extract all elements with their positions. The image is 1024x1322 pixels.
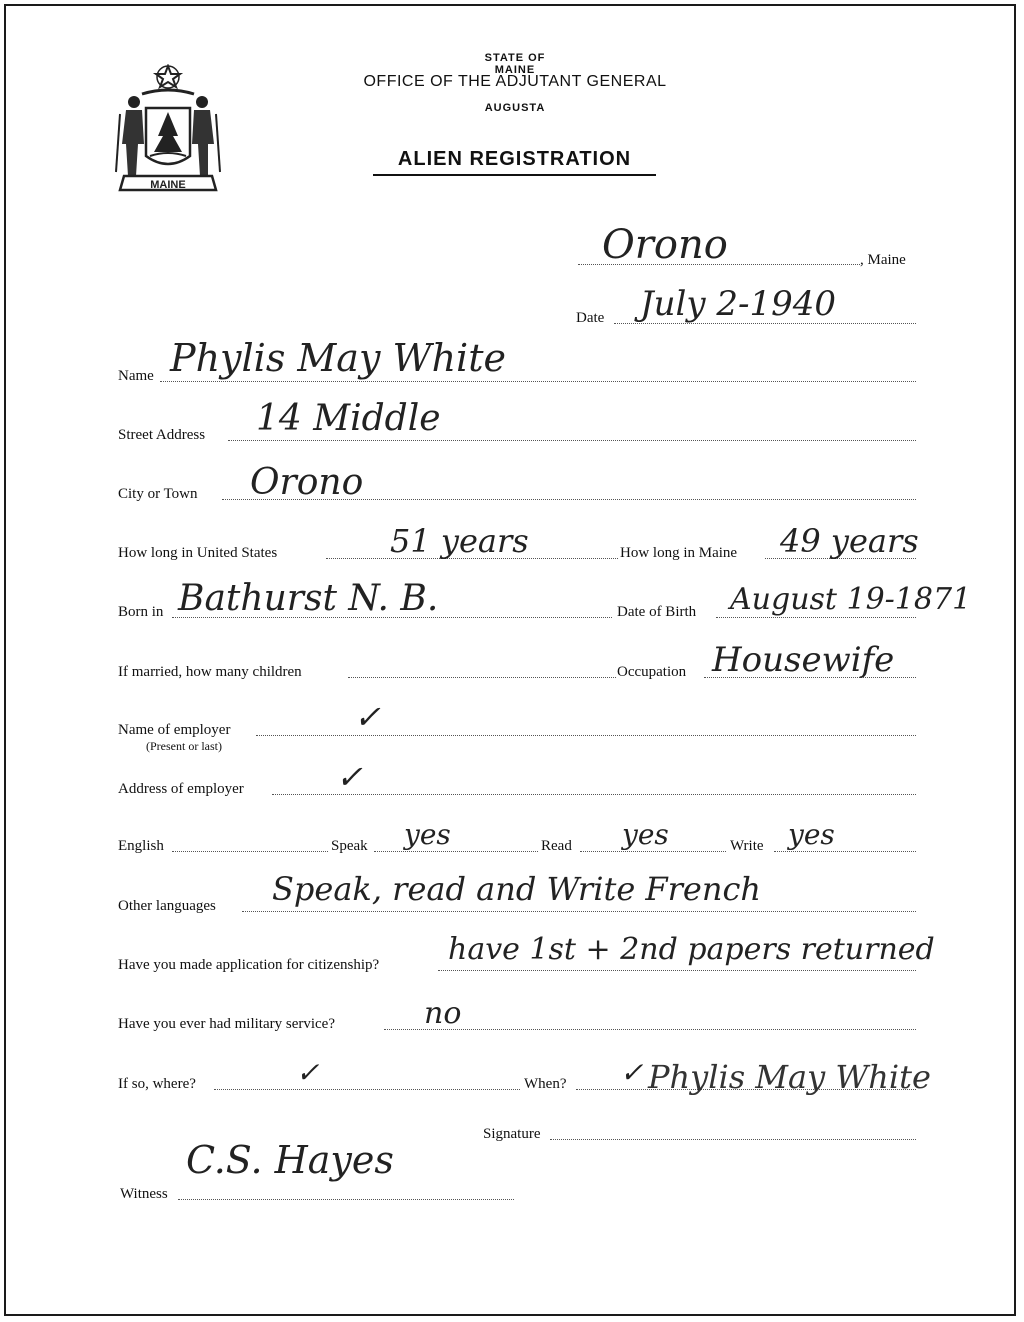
occupation-label: Occupation — [617, 664, 687, 680]
read-line — [580, 851, 726, 852]
read-label: Read — [541, 838, 572, 854]
when-label: When? — [524, 1076, 567, 1092]
maine-duration-label: How long in Maine — [620, 545, 738, 561]
born-in-label: Born in — [118, 604, 164, 620]
children-label: If married, how many children — [118, 664, 302, 680]
english-label: English — [118, 838, 164, 854]
write-value: yes — [788, 818, 835, 851]
header-state: STATE OF MAINE — [484, 52, 546, 76]
citizenship-line — [438, 970, 916, 971]
speak-line — [374, 851, 538, 852]
occupation-value: Housewife — [712, 640, 895, 680]
street-address-label: Street Address — [118, 427, 206, 443]
other-languages-value: Speak, read and Write French — [272, 870, 761, 908]
write-line — [774, 851, 916, 852]
signature-value: Phylis May White — [648, 1058, 931, 1096]
form-title: ALIEN REGISTRATION — [373, 148, 656, 176]
header-office: OFFICE OF THE ADJUTANT GENERAL — [363, 73, 667, 90]
date-value: July 2-1940 — [640, 284, 837, 324]
us-duration-label: How long in United States — [118, 545, 278, 561]
signature-label: Signature — [483, 1126, 541, 1142]
employer-name-sublabel: (Present or last) — [146, 739, 222, 753]
city-value: Orono — [250, 462, 364, 503]
signature-line — [550, 1139, 916, 1140]
military-value: no — [424, 996, 462, 1031]
employer-name-label: Name of employer — [118, 722, 231, 738]
header-city: AUGUSTA — [484, 102, 546, 114]
date-label: Date — [576, 310, 605, 326]
military-label: Have you ever had military service? — [118, 1016, 335, 1032]
city-label: City or Town — [118, 486, 198, 502]
where-label: If so, where? — [118, 1076, 196, 1092]
speak-value: yes — [404, 818, 451, 851]
maine-duration-value: 49 years — [780, 522, 919, 560]
state-seal-icon — [112, 64, 224, 194]
military-line — [384, 1029, 916, 1030]
us-duration-value: 51 years — [390, 522, 529, 560]
witness-value: C.S. Hayes — [186, 1138, 394, 1182]
employer-address-line — [272, 794, 916, 795]
other-languages-label: Other languages — [118, 898, 216, 914]
employer-address-label: Address of employer — [118, 781, 244, 797]
where-value: ✓ — [296, 1056, 320, 1089]
name-label: Name — [118, 368, 154, 384]
born-in-value: Bathurst N. B. — [178, 578, 439, 619]
speak-label: Speak — [331, 838, 368, 854]
write-label: Write — [730, 838, 764, 854]
seal-banner-text: MAINE — [150, 179, 186, 191]
dob-label: Date of Birth — [617, 604, 697, 620]
citizenship-label: Have you made application for citizenship? — [118, 957, 380, 973]
place-suffix: , Maine — [860, 252, 906, 268]
street-address-value: 14 Middle — [256, 398, 441, 439]
street-address-line — [228, 440, 916, 441]
read-value: yes — [622, 818, 669, 851]
place-value: Orono — [602, 222, 728, 268]
when-value: ✓ — [620, 1056, 644, 1089]
employer-name-value: ✓ — [354, 698, 381, 736]
name-value: Phylis May White — [170, 336, 506, 380]
employer-address-value: ✓ — [336, 758, 363, 796]
witness-label: Witness — [120, 1186, 168, 1202]
where-line — [214, 1089, 520, 1090]
other-languages-line — [242, 911, 916, 912]
name-line — [160, 381, 916, 382]
citizenship-value: have 1st + 2nd papers returned — [448, 932, 935, 967]
dob-line — [716, 617, 916, 618]
witness-line — [178, 1199, 514, 1200]
english-line — [172, 851, 328, 852]
children-line — [348, 677, 616, 678]
dob-value: August 19-1871 — [730, 582, 972, 617]
